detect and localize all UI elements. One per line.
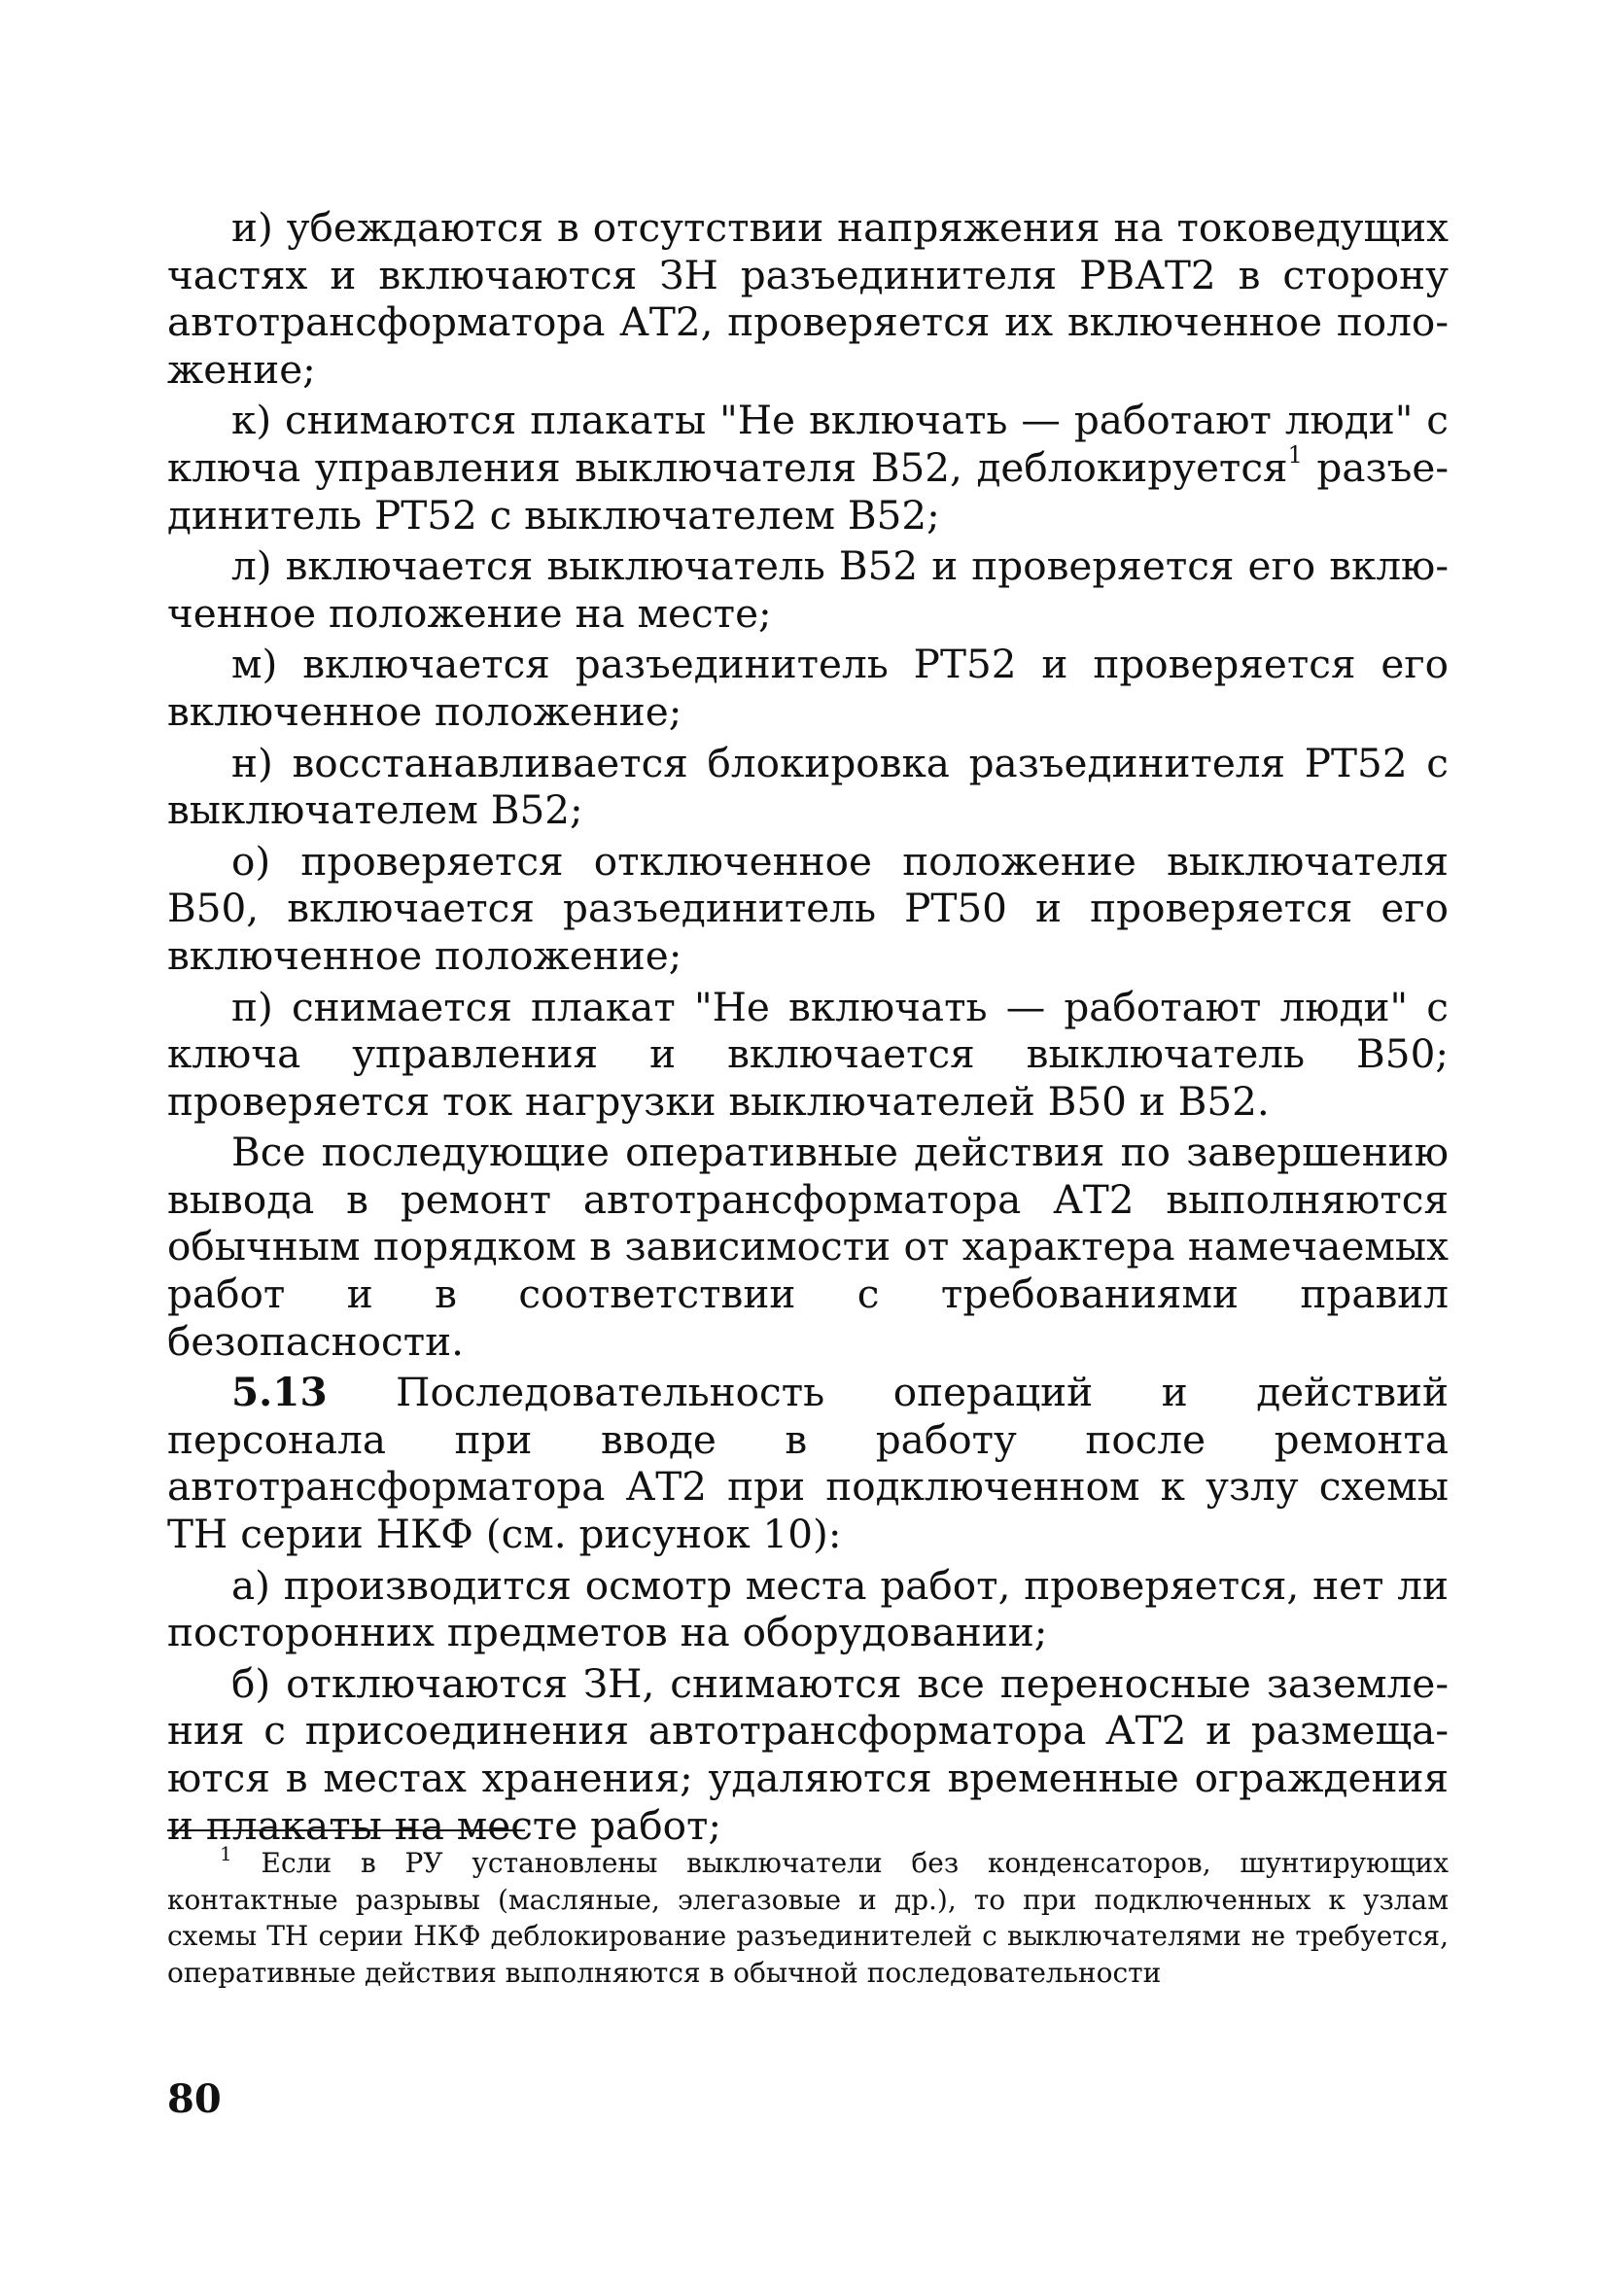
list-item-a: а) производится осмотр места работ, проверяется, нет ли посторонних предметов на оборудовании; [167, 1561, 1449, 1656]
list-item-o: о) проверяется отключенное положение выключателя В50, включается разъединитель РТ50 и проверяется его включенное положение; [167, 837, 1449, 979]
list-item-l: л) включается выключатель В52 и проверяется его включенное положение на месте; [167, 542, 1449, 637]
page-body [167, 204, 1449, 1849]
list-item-m: м) включается разъединитель РТ52 и проверяется его включенное положение; [167, 641, 1449, 735]
footnote-marker: 1 [220, 1841, 232, 1865]
footnote-reference: 1 [1287, 441, 1303, 470]
section-text: Последовательность операций и действий персонала при вводе в работу после ремонта автотрансформатора АТ2 при подключенном к узлу схемы ТН серии НКФ (см. рисунок 10): [167, 1369, 1449, 1558]
section-heading [167, 1369, 1449, 1557]
section-number: 5.13 [231, 1369, 328, 1416]
summary-paragraph: Все последующие оперативные действия по завершению вывода в ремонт автотрансформатора АТ2 выполняются обычным порядком в зависимости от характера намечаемых работ и в соответствии с требованиями правил безопасности. [167, 1129, 1449, 1365]
list-item-i: и) убеждаются в отсутствии напряжения на токоведущих частях и включаются ЗН разъединителя РВАТ2 в сторону автотрансформатора АТ2, проверяется их включенное положение; [167, 204, 1449, 393]
page-number: 80 [167, 2076, 222, 2122]
list-item-n: н) восстанавливается блокировка разъединителя РТ52 с выключателем В52; [167, 739, 1449, 834]
footnote-divider [167, 1829, 525, 1831]
list-item-p: п) снимается плакат "Не включать — работают люди" с ключа управления и включается выключатель В50; проверяется ток нагрузки выключателей В50 и В52. [167, 983, 1449, 1125]
footnote [167, 1841, 1449, 1991]
footnote-text: Если в РУ установлены выключатели без конденсаторов, шунтирующих контактные разрывы (масляные, элегазовые и др.), то при подключенных к узлам схемы ТН серии НКФ деблокирование разъединителей с выключателями не требуется, оперативные действия выполняются в обычной последовательности [167, 1847, 1449, 1989]
list-item-b: б) отключаются ЗН, снимаются все переносные заземления с присоединения автотрансформатора АТ2 и размещаются в местах хранения; удаляются временные ограждения и плакаты на месте работ; [167, 1659, 1449, 1849]
list-item-k-text-end: разъединитель РТ52 с выключателем В52; [167, 443, 1449, 539]
list-item-k [167, 397, 1449, 539]
list-item-k-text: к) снимаются плакаты "Не включать — работают люди" с ключа управления выключателя В52, деблокируется [167, 397, 1449, 491]
